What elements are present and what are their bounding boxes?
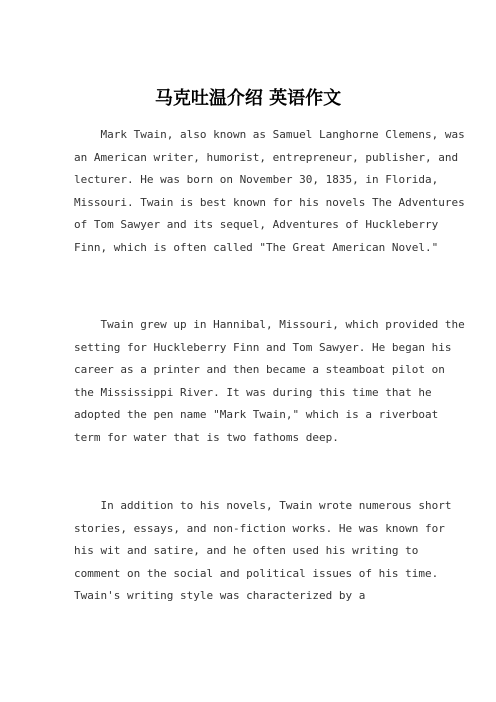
paragraph-line: of Tom Sawyer and its sequel, Adventures of Huckleberry [74, 218, 439, 231]
paragraph-line: adopted the pen name "Mark Twain," which is a riverboat [74, 408, 439, 421]
paragraph-line: In addition to his novels, Twain wrote numerous short [74, 499, 452, 512]
paragraph-2 [74, 314, 465, 449]
paragraph-line: an American writer, humorist, entrepreneur, publisher, and [74, 150, 459, 164]
paragraph-line: career as a printer and then became a steamboat pilot on [74, 363, 445, 376]
paragraph-line: stories, essays, and non-fiction works. He was known for [74, 521, 445, 535]
paragraph-line: Twain grew up in Hannibal, Missouri, which provided the [74, 318, 465, 331]
paragraph-line: lecturer. He was born on November 30, 1835, in Florida, [74, 173, 439, 186]
paragraph-line: his wit and satire, and he often used his writing to [74, 544, 419, 557]
paragraph-1 [74, 124, 465, 259]
paragraph-line: Finn, which is often called "The Great American Novel." [74, 240, 439, 254]
paragraph-line: Twain's writing style was characterized by a [74, 589, 366, 602]
paragraph-line: the Mississippi River. It was during this time that he [74, 385, 432, 399]
paragraph-line: Mark Twain, also known as Samuel Langhorne Clemens, was [74, 128, 465, 141]
paragraph-line: term for water that is two fathoms deep. [74, 430, 339, 444]
paragraph-line: Missouri. Twain is best known for his novels The Adventures [74, 195, 465, 209]
paragraph-line: comment on the social and political issues of his time. [74, 566, 439, 580]
paragraph-line: setting for Huckleberry Finn and Tom Sawyer. He began his [74, 340, 452, 354]
document-title: 马克吐温介绍 英语作文 [154, 88, 342, 109]
paragraph-3 [74, 495, 452, 608]
